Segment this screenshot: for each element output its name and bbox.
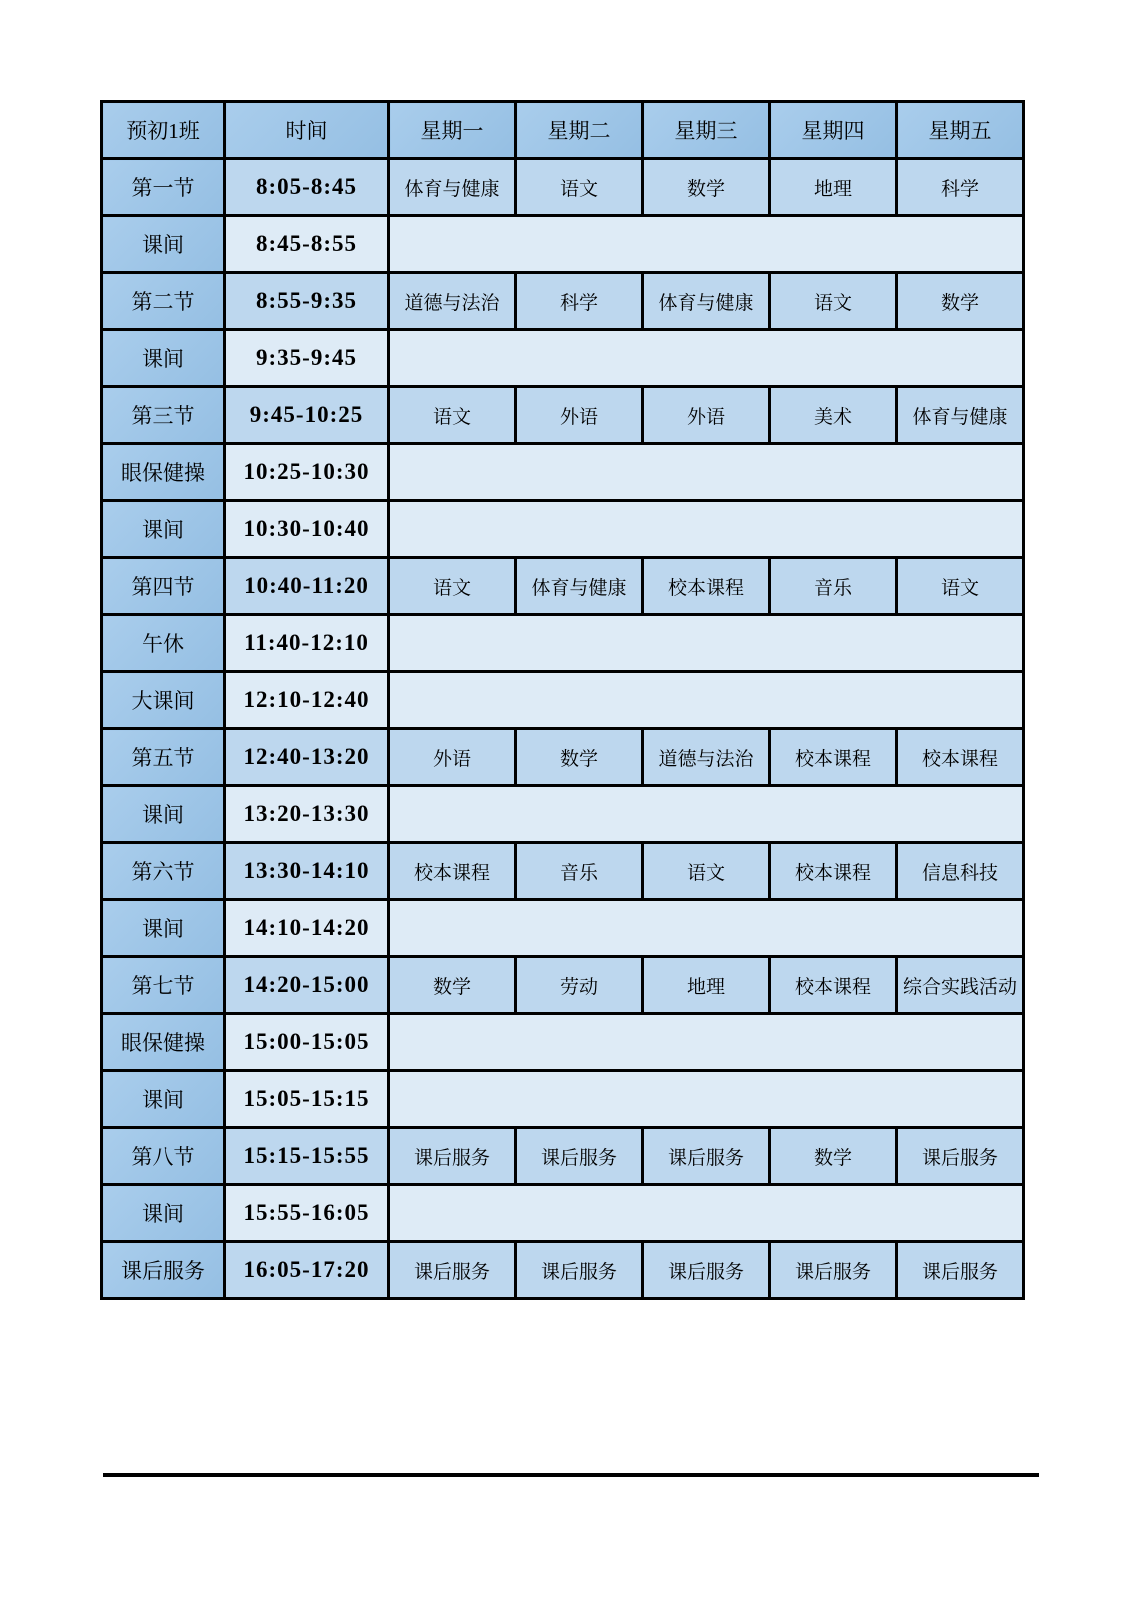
course-cell: 道德与法治 [389, 273, 516, 330]
course-cell: 校本课程 [897, 729, 1024, 786]
course-cell: 课后服务 [643, 1242, 770, 1299]
header-row [102, 102, 1024, 159]
empty-span-cell [389, 1185, 1024, 1242]
row-label-cell: 课间 [102, 501, 225, 558]
time-cell: 10:40-11:20 [225, 558, 389, 615]
course-cell: 信息科技 [897, 843, 1024, 900]
row-label-cell: 第四节 [102, 558, 225, 615]
course-cell: 音乐 [516, 843, 643, 900]
time-cell: 15:05-15:15 [225, 1071, 389, 1128]
course-cell: 音乐 [770, 558, 897, 615]
table-row [102, 900, 1024, 957]
empty-span-cell [389, 216, 1024, 273]
table-row [102, 558, 1024, 615]
row-label-cell: 第三节 [102, 387, 225, 444]
time-cell: 9:45-10:25 [225, 387, 389, 444]
course-cell: 语文 [389, 387, 516, 444]
course-cell: 课后服务 [897, 1128, 1024, 1185]
row-label-cell: 课间 [102, 786, 225, 843]
time-cell: 8:05-8:45 [225, 159, 389, 216]
course-cell: 校本课程 [643, 558, 770, 615]
row-label-cell: 课间 [102, 1185, 225, 1242]
course-cell: 校本课程 [389, 843, 516, 900]
row-label-cell: 眼保健操 [102, 1014, 225, 1071]
table-row [102, 159, 1024, 216]
time-cell: 13:30-14:10 [225, 843, 389, 900]
course-cell: 外语 [516, 387, 643, 444]
course-cell: 劳动 [516, 957, 643, 1014]
course-cell: 课后服务 [897, 1242, 1024, 1299]
empty-span-cell [389, 900, 1024, 957]
table-row [102, 729, 1024, 786]
row-label-cell: 第五节 [102, 729, 225, 786]
table-row [102, 957, 1024, 1014]
course-cell: 数学 [643, 159, 770, 216]
row-label-cell: 课间 [102, 330, 225, 387]
empty-span-cell [389, 330, 1024, 387]
course-cell: 课后服务 [389, 1242, 516, 1299]
empty-span-cell [389, 672, 1024, 729]
table-row [102, 786, 1024, 843]
course-cell: 数学 [389, 957, 516, 1014]
time-cell: 11:40-12:10 [225, 615, 389, 672]
course-cell: 课后服务 [516, 1242, 643, 1299]
empty-span-cell [389, 501, 1024, 558]
time-cell: 10:25-10:30 [225, 444, 389, 501]
table-row [102, 387, 1024, 444]
timetable-body [102, 159, 1024, 1299]
header-cell: 星期五 [897, 102, 1024, 159]
course-cell: 课后服务 [389, 1128, 516, 1185]
time-cell: 15:00-15:05 [225, 1014, 389, 1071]
table-row [102, 672, 1024, 729]
header-cell: 预初1班 [102, 102, 225, 159]
header-cell: 星期二 [516, 102, 643, 159]
table-row [102, 444, 1024, 501]
table-row [102, 843, 1024, 900]
table-row [102, 1242, 1024, 1299]
course-cell: 课后服务 [516, 1128, 643, 1185]
table-row [102, 1071, 1024, 1128]
time-cell: 15:55-16:05 [225, 1185, 389, 1242]
course-cell: 课后服务 [770, 1242, 897, 1299]
course-cell: 语文 [516, 159, 643, 216]
course-cell: 语文 [770, 273, 897, 330]
table-row [102, 501, 1024, 558]
course-cell: 地理 [643, 957, 770, 1014]
course-cell: 美术 [770, 387, 897, 444]
course-cell: 地理 [770, 159, 897, 216]
row-label-cell: 第二节 [102, 273, 225, 330]
course-cell: 课后服务 [643, 1128, 770, 1185]
time-cell: 15:15-15:55 [225, 1128, 389, 1185]
course-cell: 校本课程 [770, 729, 897, 786]
empty-span-cell [389, 786, 1024, 843]
course-cell: 语文 [389, 558, 516, 615]
row-label-cell: 第一节 [102, 159, 225, 216]
header-cell: 星期三 [643, 102, 770, 159]
time-cell: 12:40-13:20 [225, 729, 389, 786]
empty-span-cell [389, 615, 1024, 672]
course-cell: 语文 [643, 843, 770, 900]
empty-span-cell [389, 1071, 1024, 1128]
course-cell: 体育与健康 [389, 159, 516, 216]
course-cell: 科学 [516, 273, 643, 330]
row-label-cell: 大课间 [102, 672, 225, 729]
time-cell: 9:35-9:45 [225, 330, 389, 387]
table-row [102, 273, 1024, 330]
row-label-cell: 第七节 [102, 957, 225, 1014]
course-cell: 外语 [389, 729, 516, 786]
course-cell: 体育与健康 [516, 558, 643, 615]
time-cell: 16:05-17:20 [225, 1242, 389, 1299]
course-cell: 校本课程 [770, 843, 897, 900]
course-cell: 体育与健康 [643, 273, 770, 330]
table-row [102, 216, 1024, 273]
time-cell: 8:55-9:35 [225, 273, 389, 330]
course-cell: 数学 [516, 729, 643, 786]
course-cell: 科学 [897, 159, 1024, 216]
time-cell: 10:30-10:40 [225, 501, 389, 558]
table-row [102, 615, 1024, 672]
table-row [102, 330, 1024, 387]
empty-span-cell [389, 1014, 1024, 1071]
time-cell: 12:10-12:40 [225, 672, 389, 729]
header-cell: 星期四 [770, 102, 897, 159]
time-cell: 13:20-13:30 [225, 786, 389, 843]
table-row [102, 1185, 1024, 1242]
table-row [102, 1014, 1024, 1071]
row-label-cell: 课间 [102, 1071, 225, 1128]
course-cell: 校本课程 [770, 957, 897, 1014]
empty-span-cell [389, 444, 1024, 501]
course-cell: 语文 [897, 558, 1024, 615]
course-cell: 体育与健康 [897, 387, 1024, 444]
time-cell: 8:45-8:55 [225, 216, 389, 273]
timetable [100, 100, 1025, 1300]
course-cell: 综合实践活动 [897, 957, 1024, 1014]
course-cell: 外语 [643, 387, 770, 444]
row-label-cell: 第六节 [102, 843, 225, 900]
course-cell: 数学 [770, 1128, 897, 1185]
course-cell: 数学 [897, 273, 1024, 330]
time-cell: 14:10-14:20 [225, 900, 389, 957]
bottom-rule [103, 1473, 1039, 1477]
row-label-cell: 课间 [102, 900, 225, 957]
row-label-cell: 课后服务 [102, 1242, 225, 1299]
table-row [102, 1128, 1024, 1185]
row-label-cell: 第八节 [102, 1128, 225, 1185]
course-cell: 道德与法治 [643, 729, 770, 786]
row-label-cell: 午休 [102, 615, 225, 672]
header-cell: 时间 [225, 102, 389, 159]
time-cell: 14:20-15:00 [225, 957, 389, 1014]
row-label-cell: 课间 [102, 216, 225, 273]
header-cell: 星期一 [389, 102, 516, 159]
row-label-cell: 眼保健操 [102, 444, 225, 501]
